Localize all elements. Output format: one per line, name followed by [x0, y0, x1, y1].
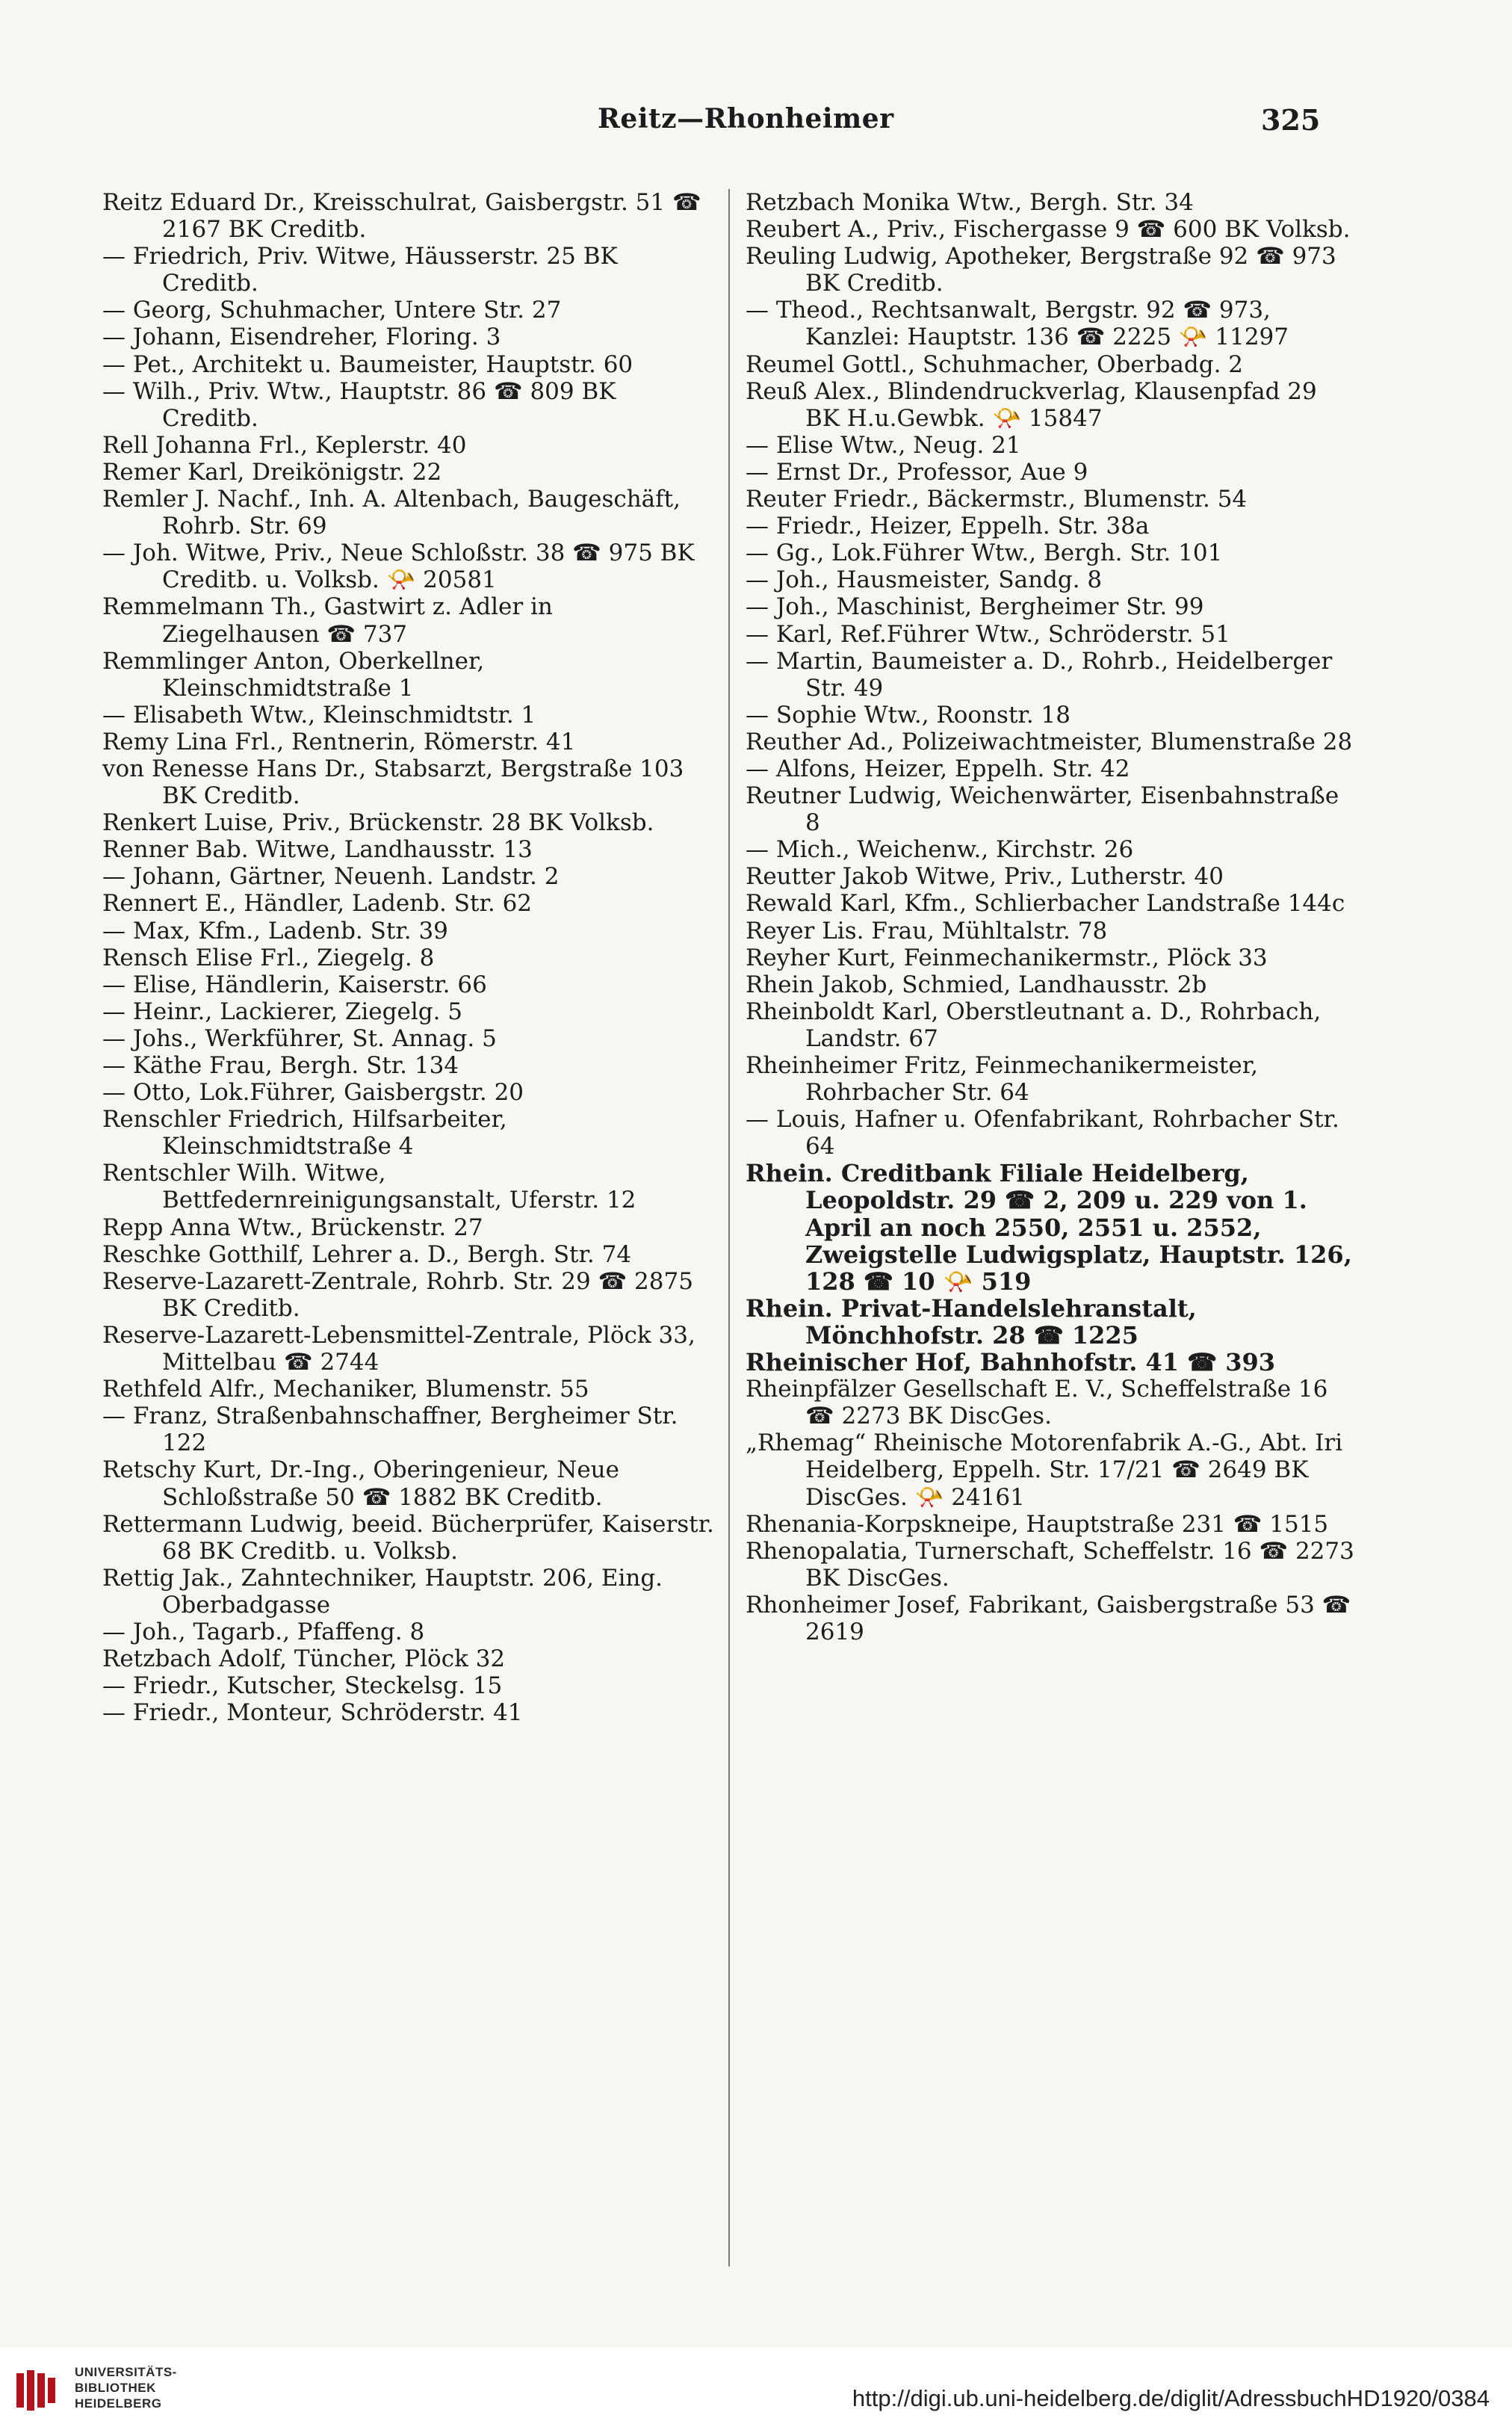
directory-entry: Rhein. Privat-Handelslehranstalt, Mönchhofstr. 28 ☎ 1225: [746, 1293, 1197, 1350]
page-title: Reitz—Rhonheimer: [598, 103, 894, 135]
directory-entry: — Johs., Werkführer, St. Annag. 5: [102, 1024, 497, 1052]
directory-entry: Rheinpfälzer Gesellschaft E. V., Scheffelstraße 16 ☎ 2273 BK DiscGes.: [746, 1376, 1328, 1430]
directory-entry: von Renesse Hans Dr., Stabsarzt, Bergstraße 103 BK Creditb.: [102, 755, 684, 810]
directory-entry: — Joh. Witwe, Priv., Neue Schloßstr. 38 ☎ 975 BK Creditb. u. Volksb. 📯 20581: [102, 540, 695, 594]
directory-entry: Retschy Kurt, Dr.-Ing., Oberingenieur, Neue Schloßstraße 50 ☎ 1882 BK Creditb.: [102, 1456, 619, 1511]
directory-entry: Rhenopalatia, Turnerschaft, Scheffelstr. 16 ☎ 2273 BK DiscGes.: [746, 1537, 1354, 1592]
directory-entry: Repp Anna Wtw., Brückenstr. 27: [102, 1214, 483, 1241]
directory-entry: Remler J. Nachf., Inh. A. Altenbach, Baugeschäft, Rohrb. Str. 69: [102, 486, 681, 540]
directory-entry: Rhonheimer Josef, Fabrikant, Gaisbergstraße 53 ☎ 2619: [746, 1591, 1351, 1645]
column-divider: [728, 189, 730, 2266]
directory-entry: Reuter Friedr., Bäckermstr., Blumenstr. 54: [746, 486, 1248, 513]
directory-entry: Reschke Gotthilf, Lehrer a. D., Bergh. Str. 74: [102, 1240, 632, 1268]
right-column: [746, 189, 1354, 1645]
directory-entry: — Joh., Maschinist, Bergheimer Str. 99: [746, 593, 1204, 621]
directory-entry: — Sophie Wtw., Roonstr. 18: [746, 701, 1071, 729]
directory-entry: Rell Johanna Frl., Keplerstr. 40: [102, 431, 467, 459]
directory-entry: — Martin, Baumeister a. D., Rohrb., Heidelberger Str. 49: [746, 647, 1333, 702]
directory-entry: — Wilh., Priv. Wtw., Hauptstr. 86 ☎ 809 BK Creditb.: [102, 377, 616, 432]
left-column: [102, 189, 715, 1726]
directory-entry: — Alfons, Heizer, Eppelh. Str. 42: [746, 755, 1130, 782]
directory-entry: — Gg., Lok.Führer Wtw., Bergh. Str. 101: [746, 540, 1223, 567]
directory-entry: — Heinr., Lackierer, Ziegelg. 5: [102, 998, 463, 1025]
source-url-link[interactable]: http://digi.ub.uni-heidelberg.de/diglit/AdressbuchHD1920/0384: [852, 2385, 1490, 2411]
directory-entry: Rennert E., Händler, Ladenb. Str. 62: [102, 890, 533, 918]
directory-entry: Reubert A., Priv., Fischergasse 9 ☎ 600 BK Volksb.: [746, 216, 1351, 244]
directory-entry: Rettig Jak., Zahntechniker, Hauptstr. 206, Eing. Oberbadgasse: [102, 1564, 663, 1619]
directory-entry: — Otto, Lok.Führer, Gaisbergstr. 20: [102, 1079, 524, 1107]
directory-entry: Remmlinger Anton, Oberkellner, Kleinschmidtstraße 1: [102, 647, 485, 702]
directory-entry: — Friedr., Heizer, Eppelh. Str. 38a: [746, 513, 1150, 540]
directory-entry: Reuling Ludwig, Apotheker, Bergstraße 92 ☎ 973 BK Creditb.: [746, 243, 1336, 297]
directory-entry: Rheinheimer Fritz, Feinmechanikermeister, Rohrbacher Str. 64: [746, 1052, 1258, 1107]
directory-entry: Reyer Lis. Frau, Mühltalstr. 78: [746, 917, 1108, 945]
directory-entry: — Louis, Hafner u. Ofenfabrikant, Rohrbacher Str. 64: [746, 1106, 1339, 1160]
directory-entry: Reumel Gottl., Schuhmacher, Oberbadg. 2: [746, 350, 1244, 378]
directory-entry: Rettermann Ludwig, beeid. Bücherprüfer, Kaiserstr. 68 BK Creditb. u. Volksb.: [102, 1510, 714, 1565]
directory-entry: Rhein. Creditbank Filiale Heidelberg, Leopoldstr. 29 ☎ 2, 209 u. 229 von 1. April an noch 2550, 2551 u. 2552, Zweigstelle Ludwigsplatz, Hauptstr. 126, 128 ☎ 10 📯 519: [746, 1159, 1352, 1296]
directory-entry: Renner Bab. Witwe, Landhausstr. 13: [102, 836, 533, 864]
directory-entry: Remer Karl, Dreikönigstr. 22: [102, 458, 442, 486]
directory-entry: Rewald Karl, Kfm., Schlierbacher Landstraße 144c: [746, 890, 1345, 918]
directory-entry: — Johann, Eisendreher, Floring. 3: [102, 324, 501, 351]
directory-entry: — Mich., Weichenw., Kirchstr. 26: [746, 836, 1134, 864]
directory-entry: — Franz, Straßenbahnschaffner, Bergheimer Str. 122: [102, 1403, 678, 1457]
directory-entry: Reutter Jakob Witwe, Priv., Lutherstr. 40: [746, 863, 1224, 891]
directory-entry: — Joh., Hausmeister, Sandg. 8: [746, 566, 1103, 594]
directory-entry: Renkert Luise, Priv., Brückenstr. 28 BK Volksb.: [102, 809, 654, 837]
directory-entry: Rethfeld Alfr., Mechaniker, Blumenstr. 55: [102, 1376, 589, 1403]
directory-entry: Remy Lina Frl., Rentnerin, Römerstr. 41: [102, 728, 576, 755]
directory-entry: Reuther Ad., Polizeiwachtmeister, Blumenstraße 28: [746, 728, 1353, 755]
directory-entry: Rhein Jakob, Schmied, Landhausstr. 2b: [746, 971, 1207, 998]
directory-entry: Rentschler Wilh. Witwe, Bettfedernreinigungsanstalt, Uferstr. 12: [102, 1160, 636, 1214]
directory-entry: — Käthe Frau, Bergh. Str. 134: [102, 1052, 459, 1079]
directory-entry: — Friedr., Monteur, Schröderstr. 41: [102, 1699, 523, 1727]
directory-entry: Rhenania-Korpskneipe, Hauptstraße 231 ☎ 1515: [746, 1510, 1329, 1538]
library-logo-icon: [13, 2367, 66, 2414]
directory-entry: „Rhemag“ Rheinische Motorenfabrik A.-G., Abt. Iri Heidelberg, Eppelh. Str. 17/21 ☎ 2649 BK DiscGes. 📯 24161: [746, 1429, 1343, 1511]
library-logo-text: UNIVERSITÄTS- BIBLIOTHEK HEIDELBERG: [75, 2365, 177, 2411]
directory-entry: — Elisabeth Wtw., Kleinschmidtstr. 1: [102, 701, 536, 729]
directory-entry: Rheinboldt Karl, Oberstleutnant a. D., Rohrbach, Landstr. 67: [746, 998, 1322, 1052]
directory-entry: — Elise, Händlerin, Kaiserstr. 66: [102, 971, 487, 998]
directory-entry: Reuß Alex., Blindendruckverlag, Klausenpfad 29 BK H.u.Gewbk. 📯 15847: [746, 377, 1317, 432]
directory-entry: — Johann, Gärtner, Neuenh. Landstr. 2: [102, 863, 560, 891]
directory-entry: Remmelmann Th., Gastwirt z. Adler in Ziegelhausen ☎ 737: [102, 593, 553, 648]
directory-entry: Reitz Eduard Dr., Kreisschulrat, Gaisbergstr. 51 ☎ 2167 BK Creditb.: [102, 189, 701, 244]
directory-entry: — Max, Kfm., Ladenb. Str. 39: [102, 917, 448, 945]
directory-entry: Retzbach Monika Wtw., Bergh. Str. 34: [746, 189, 1194, 216]
directory-entry: — Friedr., Kutscher, Steckelsg. 15: [102, 1672, 503, 1700]
directory-entry: Rheinischer Hof, Bahnhofstr. 41 ☎ 393: [746, 1348, 1275, 1377]
directory-entry: Renschler Friedrich, Hilfsarbeiter, Kleinschmidtstraße 4: [102, 1106, 507, 1160]
directory-entry: Reutner Ludwig, Weichenwärter, Eisenbahnstraße 8: [746, 782, 1339, 837]
directory-entry: — Georg, Schuhmacher, Untere Str. 27: [102, 297, 562, 324]
directory-entry: — Ernst Dr., Professor, Aue 9: [746, 458, 1088, 486]
directory-entry: Reyher Kurt, Feinmechanikermstr., Plöck 33: [746, 944, 1268, 971]
directory-entry: Retzbach Adolf, Tüncher, Plöck 32: [102, 1645, 506, 1673]
directory-entry: — Joh., Tagarb., Pfaffeng. 8: [102, 1618, 425, 1645]
directory-entry: — Elise Wtw., Neug. 21: [746, 431, 1021, 459]
directory-entry: Rensch Elise Frl., Ziegelg. 8: [102, 944, 435, 971]
directory-entry: — Karl, Ref.Führer Wtw., Schröderstr. 51: [746, 620, 1230, 648]
page-number: 325: [1261, 103, 1321, 137]
directory-entry: Reserve-Lazarett-Lebensmittel-Zentrale, Plöck 33, Mittelbau ☎ 2744: [102, 1321, 695, 1376]
directory-entry: Reserve-Lazarett-Zentrale, Rohrb. Str. 29 ☎ 2875 BK Creditb.: [102, 1267, 693, 1322]
directory-entry: — Friedrich, Priv. Witwe, Häusserstr. 25 BK Creditb.: [102, 243, 618, 297]
directory-entry: — Theod., Rechtsanwalt, Bergstr. 92 ☎ 973, Kanzlei: Hauptstr. 136 ☎ 2225 📯 11297: [746, 297, 1289, 351]
directory-entry: — Pet., Architekt u. Baumeister, Hauptstr. 60: [102, 350, 633, 378]
